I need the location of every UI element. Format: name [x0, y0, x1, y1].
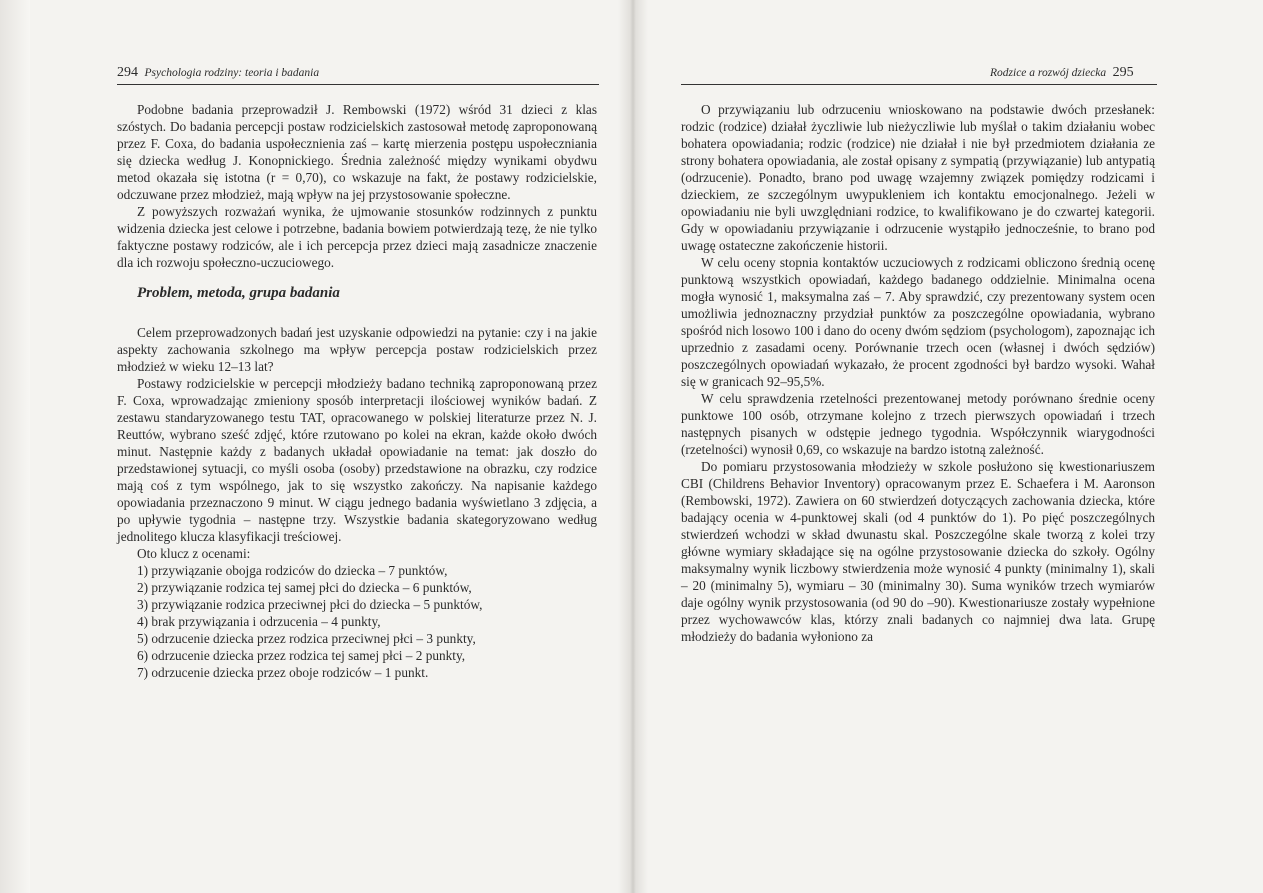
page-edge: [0, 0, 30, 893]
list-item: 4) brak przywiązania i odrzucenia – 4 punkty,: [137, 614, 381, 629]
left-page-header: [117, 64, 319, 81]
list-item: 7) odrzucenie dziecka przez oboje rodziców – 1 punkt.: [137, 665, 429, 680]
right-header-rule: [681, 84, 1157, 85]
paragraph: Z powyższych rozważań wynika, że ujmowanie stosunków rodzinnych z punktu widzenia dziecka jest celowe i potrzebne, badania bowiem potwierdzają tezę, że nie tylko faktyczne postawy rodziców, ale i ich percepcja przez dzieci mają zasadnicze znaczenie dla ich rozwoju społeczno-uczuciowego.: [117, 204, 597, 270]
left-header-rule: [117, 84, 599, 85]
paragraph: W celu oceny stopnia kontaktów uczuciowych z rodzicami obliczono średnią ocenę punktową wszystkich opowiadań, każdego badanego oddzielnie. Minimalna ocena mogła wynosić 1, maksymalna zaś – 7. Aby sprawdzić, czy prezentowany system ocen umożliwia jednoznaczny przydział punktów za poszczególne opowiadania, wybrano spośród nich losowo 100 i dano do oceny dwóm sędziom (psychologom), zapoznając ich uprzednio z zasadami oceny. Porównanie trzech ocen (własnej i dwóch sędziów) poszczególnych opowiadań wykazało, że procent zgodności był bardzo wysoki. Wahał się w granicach 92–95,5%.: [681, 255, 1155, 389]
list-item: 2) przywiązanie rodzica tej samej płci do dziecka – 6 punktów,: [137, 580, 472, 595]
paragraph: W celu sprawdzenia rzetelności prezentowanej metody porównano średnie oceny punktowe 100 osób, otrzymane kolejno z trzech pierwszych opowiadań i trzech następnych pisanych w odstępie jednego tygodnia. Współczynnik wiarygodności (rzetelności) wynosił 0,69, co wskazuje na bardzo istotną zależność.: [681, 391, 1155, 457]
scoring-key-list: [117, 562, 597, 681]
list-item: 3) przywiązanie rodzica przeciwnej płci do dziecka – 5 punktów,: [137, 597, 483, 612]
paragraph: Do pomiaru przystosowania młodzieży w szkole posłużono się kwestionariuszem CBI (Childrens Behavior Inventory) opracowanym przez E. Schaefera i M. Aaronson (Rembowski, 1972). Zawiera on 60 stwierdzeń dotyczących zachowania dziecka, które badający ocenia w 4-punktowej skali (od 4 punktów do 1). Po pięć poszczególnych stwierdzeń wchodzi w skład dwunastu skal. Poszczególne skale tworzą z kolei trzy główne wymiary składające się na ogólne przystosowanie dziecka do szkoły. Ogólny maksymalny wynik liczbowy stwierdzenia może wynosić 4 punkty (minimalny 1), skali – 20 (minimalny 5), wymiaru – 30 (minimalny 30). Suma wyników trzech wymiarów daje ogólny wynik przystosowania (od 90 do –90). Kwestionariusze zostały wypełnione przez wychowawców klas, którzy znali badanych co najmniej dwa lata. Grupę młodzieży do badania wyłoniono za: [681, 459, 1155, 644]
right-page-body: [681, 101, 1155, 645]
paragraph: Podobne badania przeprowadził J. Rembowski (1972) wśród 31 dzieci z klas szóstych. Do badania percepcji postaw rodzicielskich zastosował metodę zaproponowaną przez F. Coxa, do badania uspołecznienia zaś – kartę mierzenia postępu uspołeczniania się dziecka według J. Konopnickiego. Średnia zależność między wynikami obydwu metod okazała się istotna (r = 0,70), co wskazuje na fakt, że postawy rodzicielskie, odczuwane przez młodzież, mają wpływ na jej przystosowanie społeczne.: [117, 102, 597, 202]
right-page-header: [990, 64, 1134, 81]
section-heading: Problem, metoda, grupa badania: [137, 285, 340, 301]
right-running-title: Rodzice a rozwój dziecka: [990, 67, 1107, 79]
book-gutter: [618, 0, 648, 893]
list-item: 6) odrzucenie dziecka przez rodzica tej samej płci – 2 punkty,: [137, 648, 466, 663]
left-running-title: Psychologia rodziny: teoria i badania: [144, 67, 320, 79]
left-page-body: [117, 101, 597, 681]
paragraph: Postawy rodzicielskie w percepcji młodzieży badano techniką zaproponowaną przez F. Coxa, wprowadzając zmieniony sposób interpretacji ilościowej wyników badań. Z zestawu standaryzowanego testu TAT, opracowanego w polskiej literaturze przez N. J. Reuttów, wybrano sześć zdjęć, które rzutowano po kolei na ekran, każde około dwóch minut. Następnie każdy z badanych układał opowiadanie na temat: jak doszło do przedstawionej sytuacji, co myśli osoba (osoby) przedstawione na obrazku, czy rodzice mają coś z tym wspólnego, jak to się wszystko zakończy. Na napisanie każdego opowiadania przeznaczono 9 minut. W ciągu jednego badania wyświetlano 3 zdjęcia, a po upływie tygodnia – następne trzy. Wszystkie badania skategoryzowano według jednolitego klucza klasyfikacji treściowej.: [117, 376, 597, 544]
left-page-number: 294: [117, 65, 138, 80]
paragraph: Oto klucz z ocenami:: [137, 546, 251, 561]
list-item: 5) odrzucenie dziecka przez rodzica przeciwnej płci – 3 punkty,: [137, 631, 476, 646]
paragraph: Celem przeprowadzonych badań jest uzyskanie odpowiedzi na pytanie: czy i na jakie aspekty zachowania szkolnego ma wpływ percepcja postaw rodzicielskich przez młodzież w wieku 12–13 lat?: [117, 325, 597, 374]
list-item: 1) przywiązanie obojga rodziców do dziecka – 7 punktów,: [137, 563, 448, 578]
paragraph: O przywiązaniu lub odrzuceniu wnioskowano na podstawie dwóch przesłanek: rodzic (rodzice) działał życzliwie lub nieżyczliwie lub myślał o takim działaniu wobec bohatera opowiadania; rodzic (rodzice) nie działał i nie był przedmiotem działania ze strony bohatera opowiadania, ale został opisany z sympatią (przywiązanie) lub antypatią (odrzucenie). Ponadto, brano pod uwagę wzajemny związek pomiędzy rodzicami i dzieckiem, ze szczególnym uwypukleniem ich kontaktu emocjonalnego. Jeżeli w opowiadaniu nie byli uwzględniani rodzice, to kwalifikowano je do czwartej kategorii. Gdy w opowiadaniu przywiązanie i odrzucenie wystąpiło jednocześnie, to brano pod uwagę ostateczne zakończenie historii.: [681, 102, 1155, 253]
right-page-number: 295: [1112, 65, 1134, 80]
